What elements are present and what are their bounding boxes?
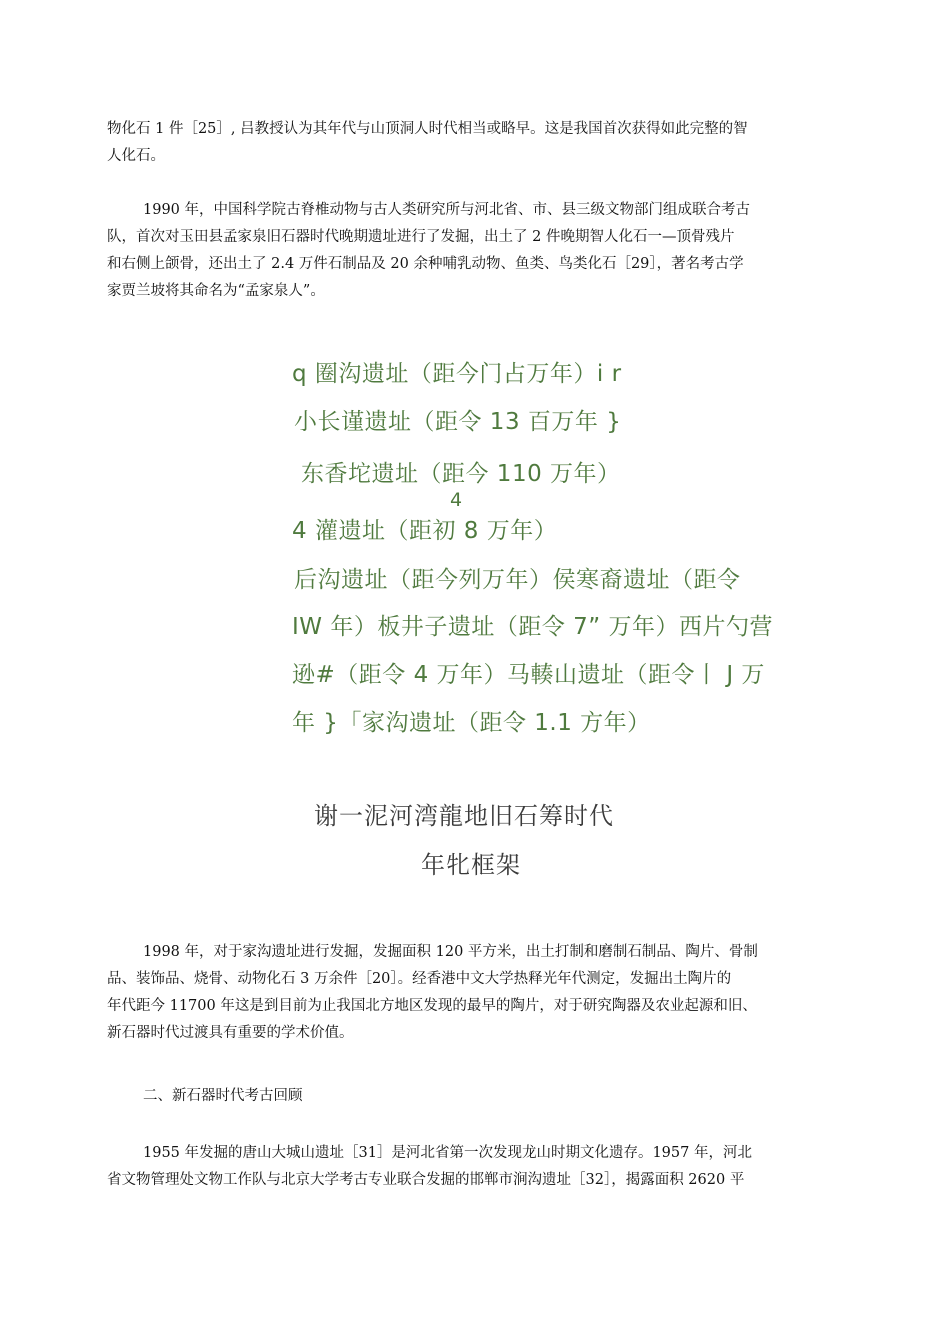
figure-title-line-1: 谢一泥河湾龍地旧石筹时代 bbox=[314, 802, 614, 830]
paragraph-line: 品、装饰品、烧骨、动物化石 3 万余件［20］。经香港中文大学热释光年代测定，发掘出土陶片的 bbox=[107, 971, 732, 987]
section-heading bbox=[107, 1083, 843, 1110]
figure-line: q 圈沟遗址（距今门占万年）i r bbox=[292, 361, 622, 387]
figure-line: 后沟遗址（距今列万年）侯寒裔遗址（距令 bbox=[294, 567, 741, 593]
paragraph-3 bbox=[107, 939, 843, 1047]
paragraph-4 bbox=[107, 1140, 843, 1194]
figure-line: 4 bbox=[450, 489, 463, 511]
paragraph-line: 年代距今 11700 年这是到目前为止我国北方地区发现的最早的陶片，对于研究陶器及农业起源和旧、 bbox=[107, 998, 757, 1014]
paragraph-line: 队，首次对玉田县孟家泉旧石器时代晚期遗址进行了发掘，出土了 2 件晚期智人化石一—顶骨残片 bbox=[107, 229, 735, 245]
figure-line: 逊#（距令 4 万年）马輳山遗址（距令丨 J 万 bbox=[292, 662, 765, 688]
figure-line: 4 灌遗址（距初 8 万年） bbox=[292, 518, 558, 544]
paragraph-line: 新石器时代过渡具有重要的学术价值。 bbox=[107, 1025, 354, 1041]
paragraph-line: 物化石 1 件［25］, 吕教授认为其年代与山顶洞人时代相当或略早。这是我国首次获得如此完整的智 bbox=[107, 121, 748, 137]
paragraph-line: 家贾兰坡将其命名为“孟家泉人”。 bbox=[107, 283, 325, 299]
paragraph-line: 1998 年，对于家沟遗址进行发掘，发掘面积 120 平方米，出土打制和磨制石制品、陶片、骨制 bbox=[143, 944, 758, 960]
figure-line: 年 }「家沟遗址（距令 1.1 方年） bbox=[292, 710, 651, 736]
figure-line: IW 年）板井子遗址（距令 7” 万年）西片勺营 bbox=[292, 614, 774, 640]
paragraph-line: 人化石。 bbox=[107, 148, 165, 164]
paragraph-line: 省文物管理处文物工作队与北京大学考古专业联合发掘的邯郸市涧沟遗址［32］，揭露面积 2620 平 bbox=[107, 1172, 745, 1188]
paragraph-line: 和右侧上颌骨，还出土了 2.4 万件石制品及 20 余种哺乳动物、鱼类、鸟类化石［29］，著名考古学 bbox=[107, 256, 744, 272]
paragraph-2 bbox=[107, 197, 843, 305]
figure-line: 东香坨遗址（距今 110 万年） bbox=[301, 461, 621, 487]
figure-title-line-2: 年牝框架 bbox=[421, 851, 521, 879]
figure-line: 小长谨遗址（距令 13 百万年 } bbox=[294, 409, 622, 435]
section-heading-text: 二、新石器时代考古回顾 bbox=[143, 1088, 303, 1104]
paragraph-line: 1990 年，中国科学院古脊椎动物与古人类研究所与河北省、市、县三级文物部门组成联合考古 bbox=[143, 202, 751, 218]
paragraph-1 bbox=[107, 116, 843, 170]
paragraph-line: 1955 年发掘的唐山大城山遗址［31］是河北省第一次发现龙山时期文化遗存。1957 年，河北 bbox=[143, 1145, 752, 1161]
